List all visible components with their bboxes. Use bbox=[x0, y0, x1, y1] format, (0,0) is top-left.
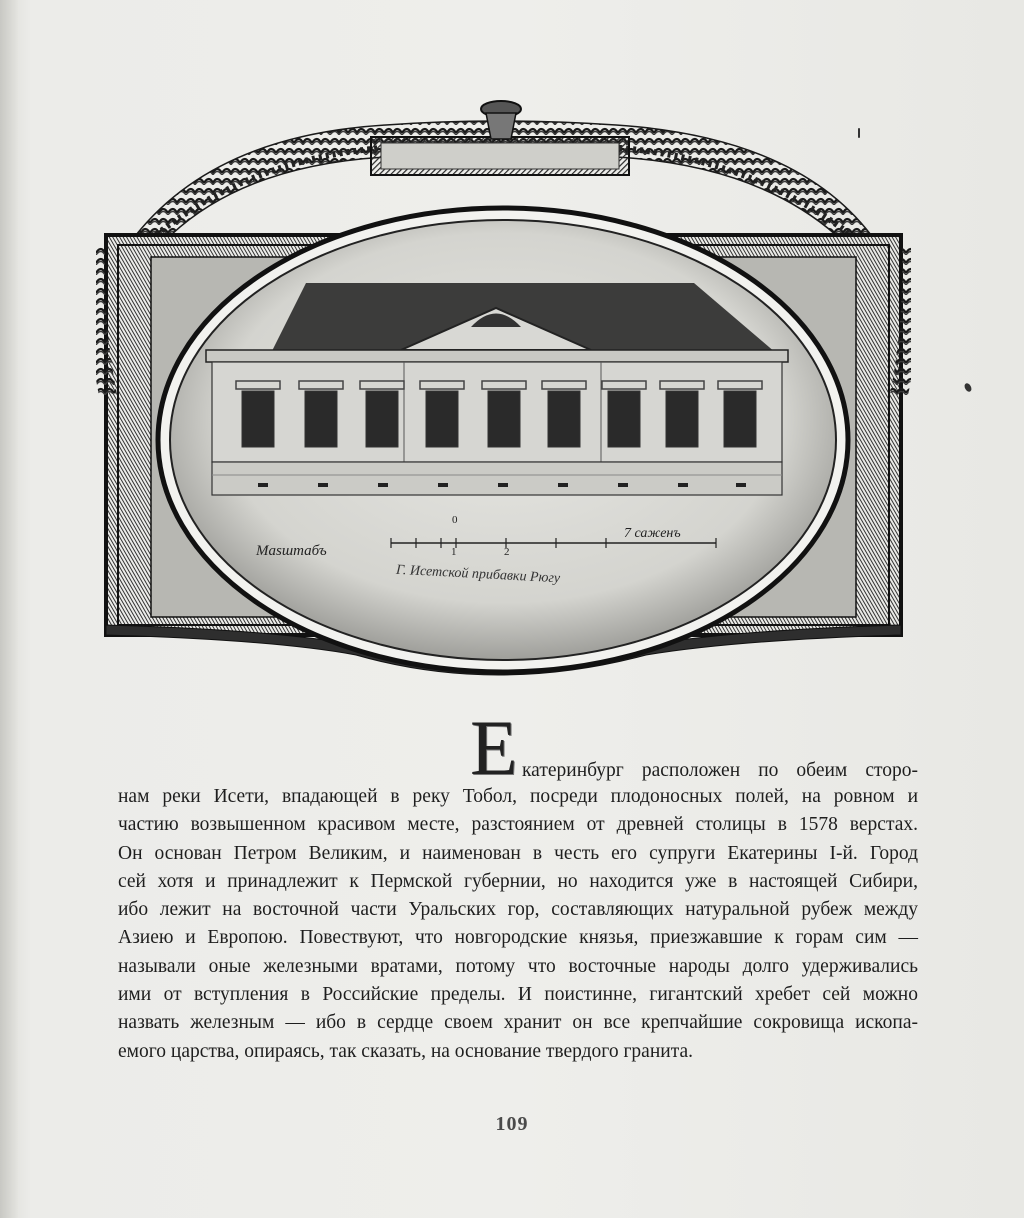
engraving-signature: Г. Исетской прибавки Рюгу bbox=[395, 562, 561, 587]
text-line: сей хотя и принадлежит к Пермской губернии, но находится уже в настоящей Сибири, bbox=[118, 870, 918, 892]
scale-caption-right: 7 саженъ bbox=[624, 526, 681, 541]
first-paragraph-opening bbox=[118, 704, 918, 791]
scale-number-1: 1 bbox=[451, 546, 457, 558]
page-speck bbox=[858, 128, 860, 138]
body-text bbox=[118, 705, 918, 1066]
drop-cap: Е bbox=[470, 704, 518, 791]
text-line: емого царства, опираясь, так сказать, на основание твердого гранита. bbox=[118, 1040, 694, 1062]
text-line: нам реки Исети, впадающей в реку Тобол, посреди плодоносных полей, на ровном и bbox=[118, 786, 918, 807]
scale-caption-left: Masштабъ bbox=[256, 543, 327, 559]
engraving-illustration bbox=[96, 95, 911, 685]
page-speck bbox=[963, 382, 973, 393]
text-line: Азиею и Европою. Повествуют, что новгородские князья, приезжавшие к горам сим — bbox=[118, 927, 918, 949]
text-line: Он основан Петром Великим, и наименован в честь его супруги Екатерины I-й. Город bbox=[118, 842, 918, 864]
text-line: ибо лежит на восточной части Уральских гор, составляющих натуральной рубеж между bbox=[118, 899, 918, 921]
engraving-svg bbox=[96, 95, 911, 685]
first-line: катеринбург расположен по обеим сторо- bbox=[522, 760, 918, 781]
text-line: ими от вступления в Российские пределы. И поистинне, гигантский хребет сей можно bbox=[118, 984, 918, 1006]
text-line: называли оные железными вратами, потому что восточные народы долго удерживались bbox=[118, 955, 918, 977]
text-line: назвать железным — ибо в сердце своем хранит он все крепчайшие сокровища ископа- bbox=[118, 1012, 918, 1034]
scale-number-2: 2 bbox=[504, 546, 510, 558]
page-number: 109 bbox=[495, 1113, 529, 1135]
text-line: частию возвышенном красивом месте, разстоянием от древней столицы в 1578 верстах. bbox=[118, 814, 918, 836]
scale-number-0: 0 bbox=[452, 514, 458, 526]
page-edge bbox=[0, 0, 18, 1218]
